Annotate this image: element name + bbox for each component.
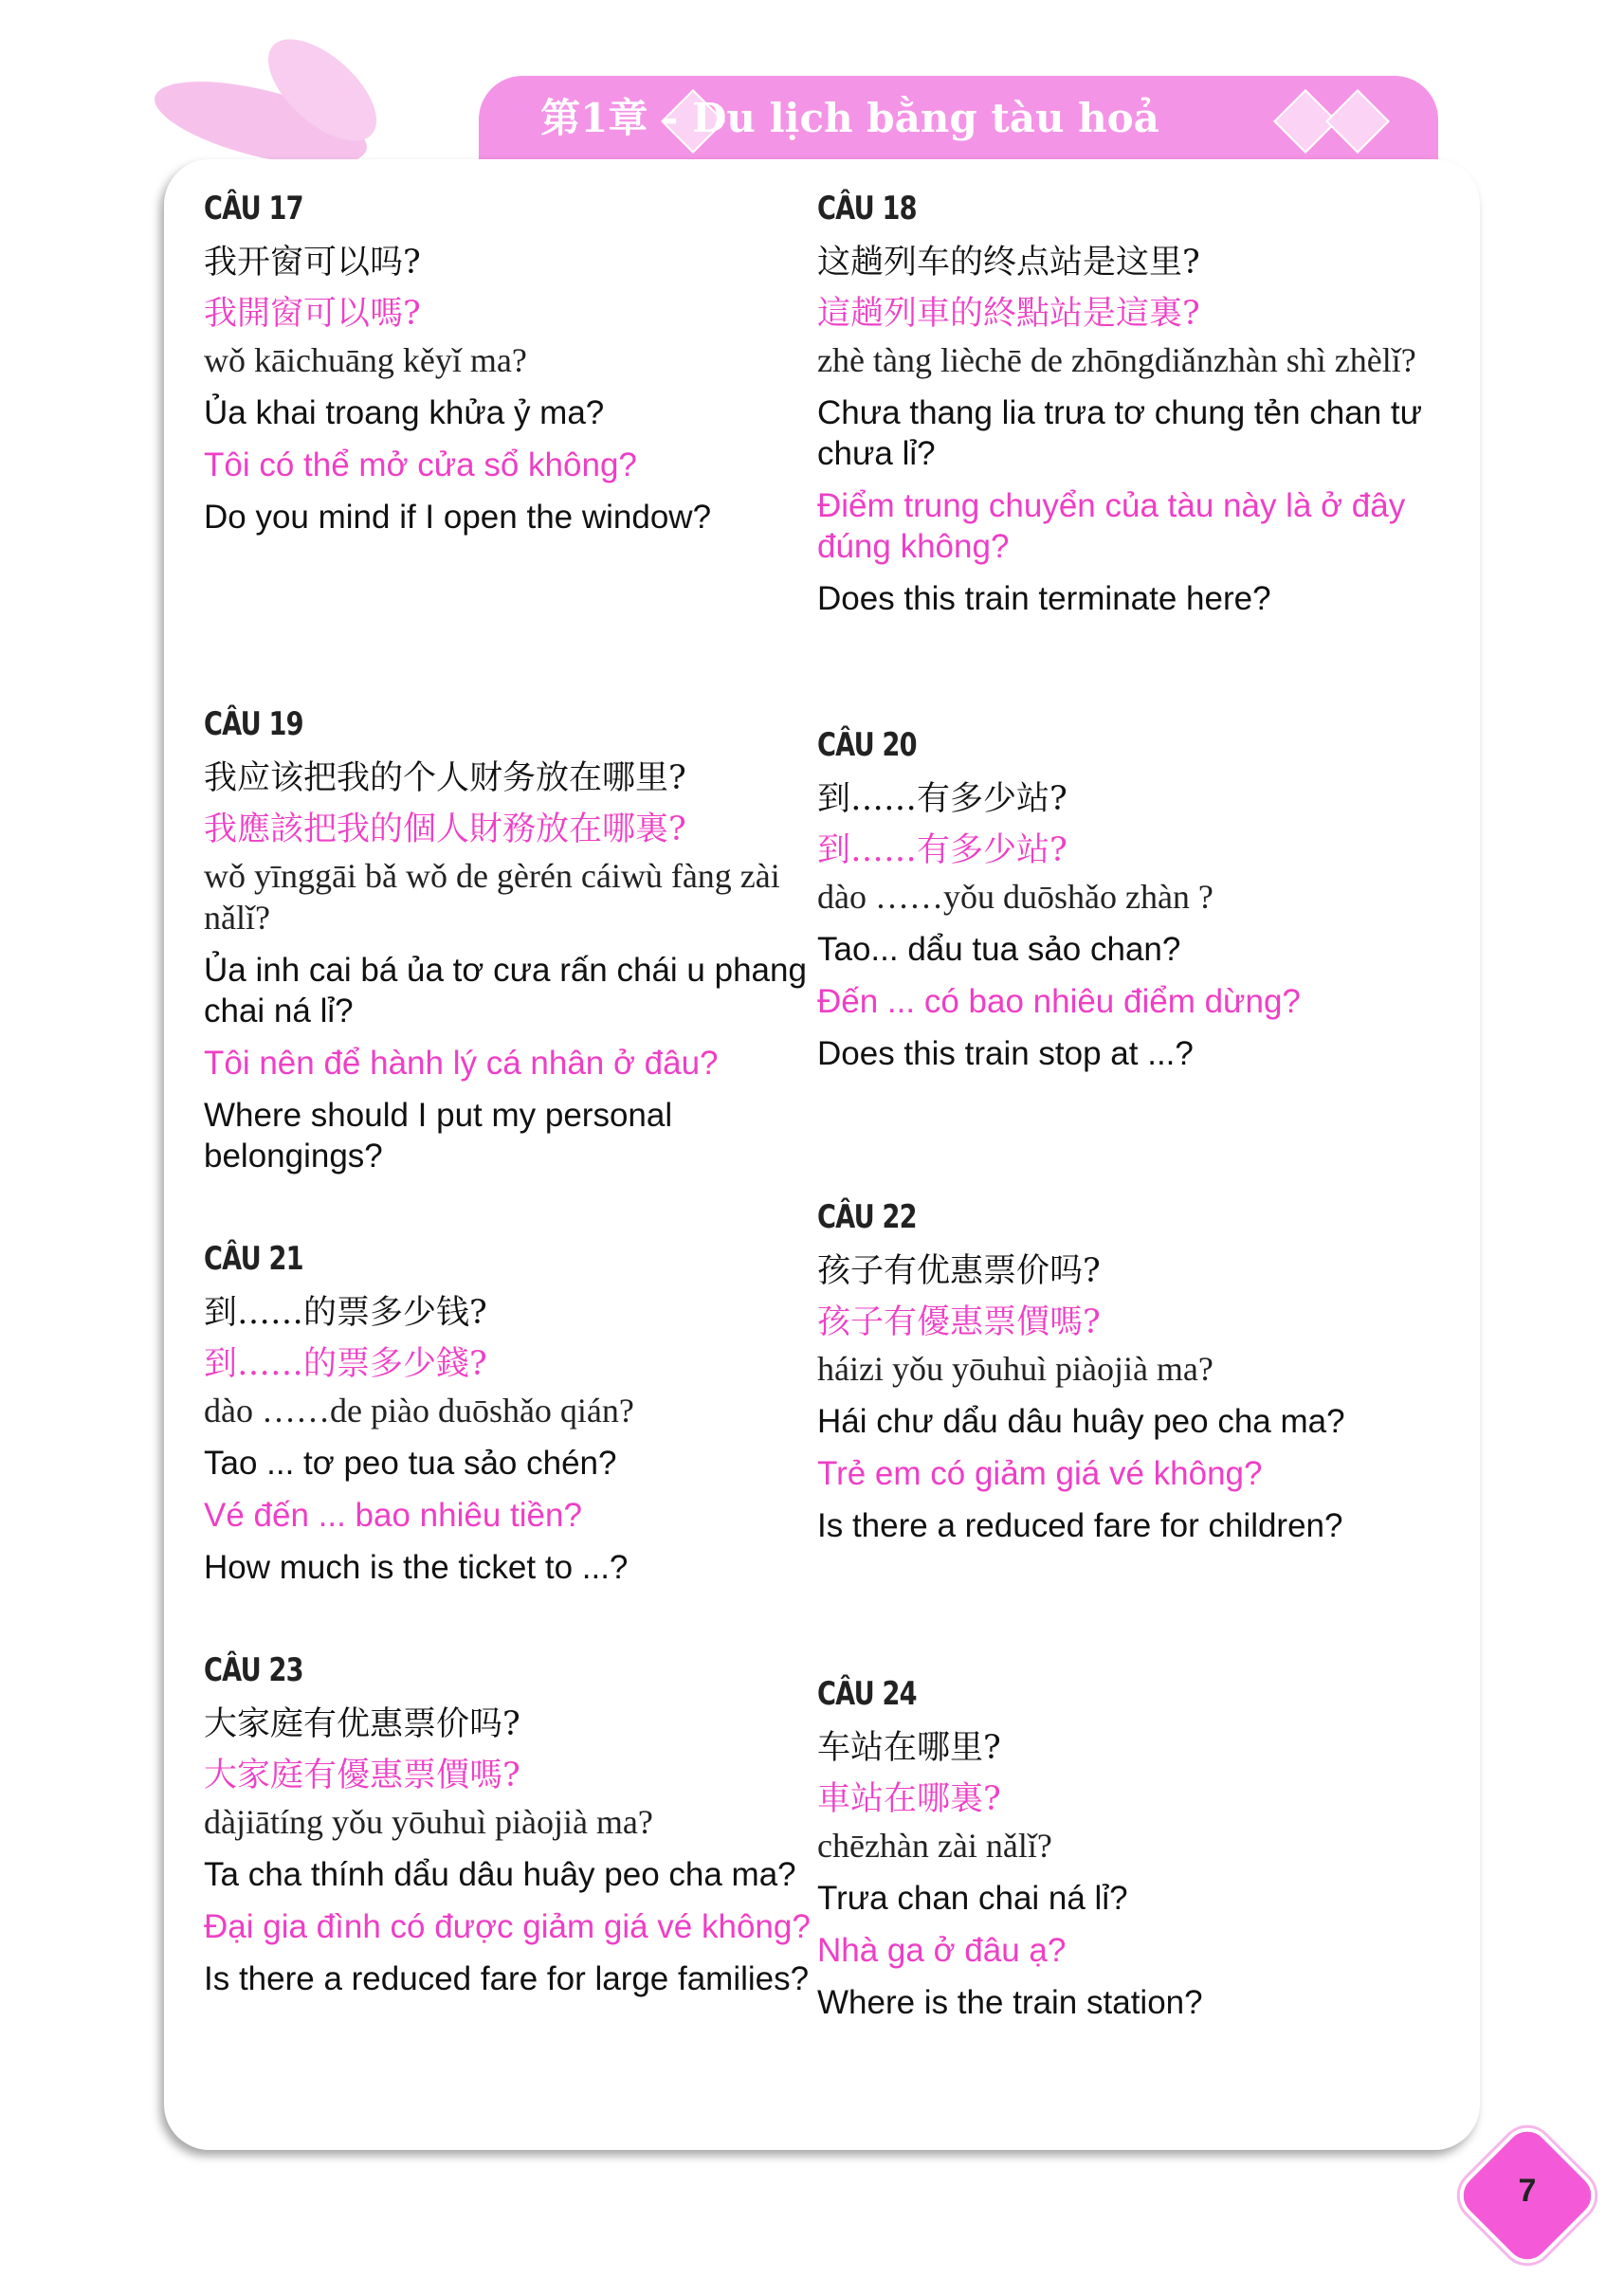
pinyin: dào ……de piào duōshǎo qián? <box>204 1392 634 1430</box>
chinese-traditional: 到……的票多少錢? <box>204 1345 487 1383</box>
chinese-traditional: 我開窗可以嗎? <box>204 295 421 333</box>
vietnamese-phonetic: Ta cha thính dẩu dâu huây peo cha ma? <box>204 1856 796 1893</box>
phrase-number: CÂU 23 <box>204 1651 303 1689</box>
chinese-traditional: 這趟列車的終點站是這裏? <box>817 295 1200 333</box>
chinese-traditional: 我應該把我的個人財務放在哪裏? <box>204 811 686 848</box>
english-translation: Does this train stop at ...? <box>817 1035 1194 1072</box>
phrase-number: CÂU 21 <box>204 1240 303 1278</box>
chinese-simplified: 我应该把我的个人财务放在哪里? <box>204 759 686 797</box>
vietnamese-phonetic: Hái chư dẩu dâu huây peo cha ma? <box>817 1403 1345 1440</box>
chapter-title: 第1章 - Du lịch bằng tàu hoả <box>540 95 1159 141</box>
phrase-number: CÂU 20 <box>817 726 917 764</box>
vietnamese-translation: Điểm trung chuyển của tàu này là ở đây đúng không? <box>817 487 1406 565</box>
english-translation: Where should I put my personal belongings? <box>204 1097 673 1175</box>
phrase-entry-22 <box>817 1196 1424 1546</box>
vietnamese-translation: Tôi có thể mở cửa sổ không? <box>204 446 637 483</box>
chinese-simplified: 到……的票多少钱? <box>204 1294 487 1332</box>
vietnamese-phonetic: Ủa khai troang khửa ỷ ma? <box>204 394 605 431</box>
chinese-traditional: 車站在哪裏? <box>817 1780 1001 1818</box>
phrase-number: CÂU 24 <box>817 1675 917 1713</box>
english-translation: Is there a reduced fare for large families? <box>204 1960 810 1997</box>
phrase-number: CÂU 22 <box>817 1198 917 1236</box>
phrase-entry-18 <box>817 188 1424 619</box>
chinese-simplified: 我开窗可以吗? <box>204 244 421 282</box>
pinyin: dàjiātíng yǒu yōuhuì piàojià ma? <box>204 1803 653 1841</box>
chinese-simplified: 这趟列车的终点站是这里? <box>817 244 1200 282</box>
page-number: 7 <box>1518 2173 1537 2209</box>
chinese-simplified: 到……有多少站? <box>817 780 1067 818</box>
pinyin: háizi yǒu yōuhuì piàojià ma? <box>817 1350 1213 1388</box>
vietnamese-translation: Đại gia đình có được giảm giá vé không? <box>204 1908 811 1945</box>
vietnamese-phonetic: Tao ... tơ peo tua sảo chén? <box>204 1445 617 1482</box>
vietnamese-translation: Tôi nên để hành lý cá nhân ở đâu? <box>204 1045 719 1082</box>
vietnamese-translation: Trẻ em có giảm giá vé không? <box>817 1455 1263 1492</box>
english-translation: Does this train terminate here? <box>817 580 1271 617</box>
vietnamese-translation: Đến ... có bao nhiêu điểm dừng? <box>817 983 1301 1020</box>
english-translation: Do you mind if I open the window? <box>204 499 712 536</box>
vietnamese-translation: Nhà ga ở đâu ạ? <box>817 1932 1067 1969</box>
pinyin: chēzhàn zài nǎlǐ? <box>817 1827 1052 1865</box>
vietnamese-phonetic: Trưa chan chai ná lỉ? <box>817 1880 1128 1917</box>
chinese-traditional: 到……有多少站? <box>817 831 1067 869</box>
vietnamese-phonetic: Chưa thang lia trưa tơ chung tẻn chan tư chưa lỉ? <box>817 394 1423 472</box>
vietnamese-translation: Vé đến ... bao nhiêu tiền? <box>204 1497 582 1534</box>
phrase-entry-21 <box>204 1238 811 1588</box>
chinese-traditional: 孩子有優惠票價嗎? <box>817 1303 1101 1341</box>
phrase-entry-23 <box>204 1649 811 1999</box>
phrase-entry-19 <box>204 703 811 1176</box>
pinyin: wǒ yīnggāi bǎ wǒ de gèrén cáiwù fàng zài nǎlǐ? <box>204 857 780 937</box>
english-translation: Where is the train station? <box>817 1984 1203 2021</box>
chinese-simplified: 车站在哪里? <box>817 1729 1001 1767</box>
phrase-number: CÂU 18 <box>817 190 917 228</box>
phrase-entry-24 <box>817 1673 1424 2023</box>
phrase-entry-20 <box>817 724 1424 1074</box>
chinese-simplified: 孩子有优惠票价吗? <box>817 1252 1101 1290</box>
vietnamese-phonetic: Tao... dẩu tua sảo chan? <box>817 931 1181 968</box>
vietnamese-phonetic: Ủa inh cai bá ủa tơ cưa rấn chái u phang chai ná lỉ? <box>204 952 807 1029</box>
phrase-number: CÂU 17 <box>204 190 303 228</box>
chinese-simplified: 大家庭有优惠票价吗? <box>204 1705 520 1743</box>
pinyin: wǒ kāichuāng kěyǐ ma? <box>204 341 527 379</box>
pinyin: dào ……yǒu duōshǎo zhàn ? <box>817 878 1213 916</box>
phrase-number: CÂU 19 <box>204 705 303 743</box>
english-translation: Is there a reduced fare for children? <box>817 1507 1343 1544</box>
english-translation: How much is the ticket to ...? <box>204 1549 629 1586</box>
pinyin: zhè tàng lièchē de zhōngdiǎnzhàn shì zhèlǐ? <box>817 341 1416 379</box>
chinese-traditional: 大家庭有優惠票價嗎? <box>204 1757 520 1794</box>
phrase-entry-17 <box>204 188 811 537</box>
